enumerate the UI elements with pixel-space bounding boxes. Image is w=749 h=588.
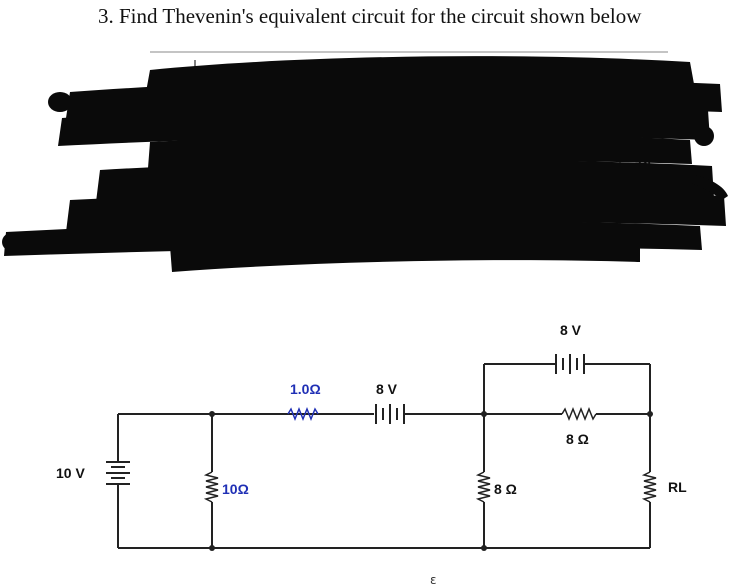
scribbled-circuit: [2, 52, 728, 272]
resistor-series-label: 1.0Ω: [290, 381, 321, 397]
stray-mark: ε: [430, 573, 437, 587]
battery-series-label: 8 V: [376, 381, 398, 397]
battery-top-label: 8 V: [560, 322, 582, 338]
scribble-blob: [694, 126, 714, 146]
resistor-shunt-label: 10Ω: [222, 481, 249, 497]
scribble-stroke: [170, 239, 640, 272]
scribble-blob: [48, 92, 72, 112]
circuit-diagram: [56, 322, 687, 587]
junction-dot: [209, 545, 215, 551]
resistor-mid-label: 8 Ω: [494, 481, 517, 497]
voltage-source-10v: [106, 462, 130, 484]
battery-top: [556, 354, 584, 374]
question-text: 3. Find Thevenin's equivalent circuit for the circuit shown below: [98, 4, 642, 28]
junction-dot: [647, 411, 653, 417]
resistor-shunt: [206, 472, 218, 502]
scribble-blob: [2, 232, 26, 252]
load-resistor: [644, 472, 656, 502]
source-left-label: 10 V: [56, 465, 85, 481]
junction-dot: [481, 411, 487, 417]
junction-dot: [209, 411, 215, 417]
junction-dot: [481, 545, 487, 551]
resistor-mid: [478, 472, 490, 502]
scribble-strokes: [2, 56, 728, 272]
resistor-top-label: 8 Ω: [566, 431, 589, 447]
resistor-top: [562, 409, 596, 419]
load-label: RL: [668, 479, 687, 495]
